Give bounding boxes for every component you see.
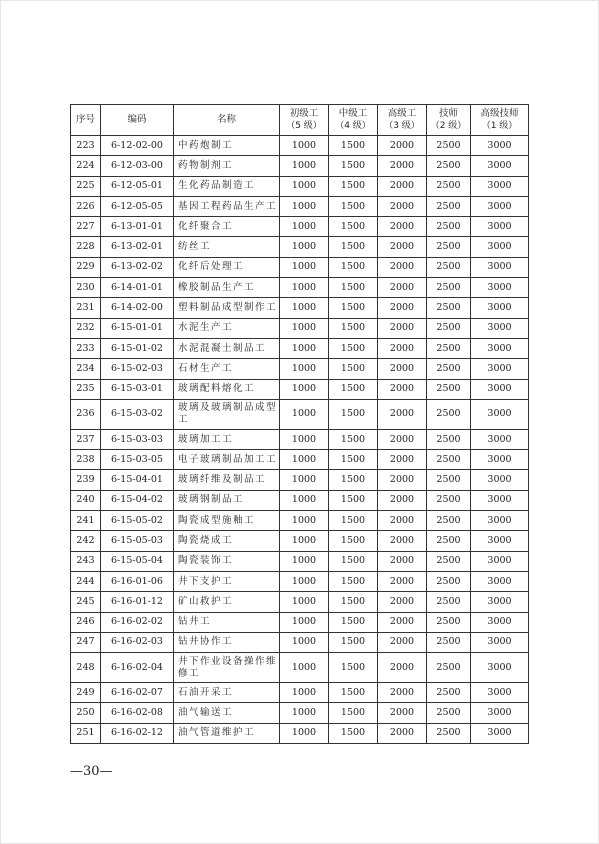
- cell-seq: 239: [71, 470, 101, 490]
- cell-level5-amount: 1000: [280, 632, 329, 652]
- cell-level1-amount: 3000: [471, 632, 529, 652]
- cell-level4-amount: 1500: [329, 196, 378, 216]
- table-row: [71, 379, 529, 399]
- cell-level1-amount: 3000: [471, 237, 529, 257]
- cell-level2-amount: 2500: [427, 683, 471, 703]
- cell-level2-amount: 2500: [427, 703, 471, 723]
- cell-level5-amount: 1000: [280, 359, 329, 379]
- cell-level1-amount: 3000: [471, 450, 529, 470]
- cell-seq: 244: [71, 571, 101, 591]
- cell-code: 6-12-02-00: [101, 136, 174, 156]
- cell-code: 6-15-03-03: [101, 429, 174, 449]
- cell-level3-amount: 2000: [378, 196, 427, 216]
- cell-seq: 225: [71, 176, 101, 196]
- cell-level4-amount: 1500: [329, 379, 378, 399]
- cell-code: 6-15-05-02: [101, 511, 174, 531]
- cell-level1-amount: 3000: [471, 511, 529, 531]
- cell-code: 6-12-05-05: [101, 196, 174, 216]
- cell-level4-amount: 1500: [329, 156, 378, 176]
- cell-level2-amount: 2500: [427, 490, 471, 510]
- cell-level1-amount: 3000: [471, 176, 529, 196]
- cell-seq: 232: [71, 318, 101, 338]
- cell-level5-amount: 1000: [280, 571, 329, 591]
- cell-code: 6-15-03-02: [101, 399, 174, 429]
- header-code: 编码: [101, 105, 174, 136]
- cell-level4-amount: 1500: [329, 450, 378, 470]
- table-row: [71, 429, 529, 449]
- cell-seq: 242: [71, 531, 101, 551]
- table-row: [71, 511, 529, 531]
- cell-level5-amount: 1000: [280, 196, 329, 216]
- cell-level4-amount: 1500: [329, 683, 378, 703]
- cell-level3-amount: 2000: [378, 490, 427, 510]
- cell-level3-amount: 2000: [378, 359, 427, 379]
- cell-occupation-name: 油气输送工: [174, 703, 280, 723]
- cell-level2-amount: 2500: [427, 592, 471, 612]
- cell-level5-amount: 1000: [280, 723, 329, 743]
- cell-occupation-name: 药物制剂工: [174, 156, 280, 176]
- cell-level2-amount: 2500: [427, 531, 471, 551]
- cell-occupation-name: 玻璃及玻璃制品成型工: [174, 399, 280, 429]
- cell-occupation-name: 矿山救护工: [174, 592, 280, 612]
- cell-level4-amount: 1500: [329, 571, 378, 591]
- page-number: —30—: [70, 764, 113, 779]
- header-level3: [378, 105, 427, 136]
- header-level5-title: 初级工: [289, 108, 319, 119]
- cell-level1-amount: 3000: [471, 298, 529, 318]
- header-level5: [280, 105, 329, 136]
- cell-occupation-name: 水泥生产工: [174, 318, 280, 338]
- cell-level1-amount: 3000: [471, 379, 529, 399]
- cell-level1-amount: 3000: [471, 338, 529, 358]
- cell-code: 6-15-01-01: [101, 318, 174, 338]
- cell-level2-amount: 2500: [427, 470, 471, 490]
- cell-level3-amount: 2000: [378, 136, 427, 156]
- cell-occupation-name: 陶瓷成型施釉工: [174, 511, 280, 531]
- cell-occupation-name: 井下支护工: [174, 571, 280, 591]
- cell-level3-amount: 2000: [378, 723, 427, 743]
- cell-seq: 245: [71, 592, 101, 612]
- cell-seq: 251: [71, 723, 101, 743]
- cell-code: 6-14-01-01: [101, 278, 174, 298]
- cell-code: 6-14-02-00: [101, 298, 174, 318]
- cell-level3-amount: 2000: [378, 612, 427, 632]
- cell-code: 6-16-02-08: [101, 703, 174, 723]
- table-row: [71, 703, 529, 723]
- cell-seq: 231: [71, 298, 101, 318]
- header-level4-title: 中级工: [338, 108, 368, 119]
- table-row: [71, 257, 529, 277]
- cell-level2-amount: 2500: [427, 399, 471, 429]
- cell-occupation-name: 井下作业设备操作维修工: [174, 653, 280, 683]
- cell-level3-amount: 2000: [378, 592, 427, 612]
- cell-level5-amount: 1000: [280, 511, 329, 531]
- header-level3-title: 高级工: [387, 108, 417, 119]
- cell-level1-amount: 3000: [471, 156, 529, 176]
- cell-level1-amount: 3000: [471, 429, 529, 449]
- table-body: [71, 136, 529, 744]
- header-level3-sub: （3 级）: [384, 121, 420, 131]
- cell-level3-amount: 2000: [378, 551, 427, 571]
- cell-occupation-name: 石材生产工: [174, 359, 280, 379]
- header-level5-sub: （5 级）: [286, 121, 322, 131]
- subsidy-table: [70, 104, 529, 744]
- cell-code: 6-16-02-03: [101, 632, 174, 652]
- cell-seq: 223: [71, 136, 101, 156]
- cell-level1-amount: 3000: [471, 278, 529, 298]
- cell-seq: 246: [71, 612, 101, 632]
- table-row: [71, 399, 529, 429]
- cell-occupation-name: 橡胶制品生产工: [174, 278, 280, 298]
- cell-seq: 236: [71, 399, 101, 429]
- cell-seq: 250: [71, 703, 101, 723]
- cell-seq: 228: [71, 237, 101, 257]
- cell-level4-amount: 1500: [329, 653, 378, 683]
- cell-level3-amount: 2000: [378, 379, 427, 399]
- cell-seq: 249: [71, 683, 101, 703]
- cell-occupation-name: 陶瓷烧成工: [174, 531, 280, 551]
- cell-level3-amount: 2000: [378, 278, 427, 298]
- cell-code: 6-16-01-06: [101, 571, 174, 591]
- cell-level4-amount: 1500: [329, 511, 378, 531]
- cell-level4-amount: 1500: [329, 703, 378, 723]
- cell-code: 6-16-02-04: [101, 653, 174, 683]
- cell-level4-amount: 1500: [329, 632, 378, 652]
- cell-level4-amount: 1500: [329, 592, 378, 612]
- cell-level3-amount: 2000: [378, 176, 427, 196]
- cell-level3-amount: 2000: [378, 237, 427, 257]
- cell-level1-amount: 3000: [471, 723, 529, 743]
- cell-level5-amount: 1000: [280, 470, 329, 490]
- table-row: [71, 723, 529, 743]
- cell-seq: 237: [71, 429, 101, 449]
- table-row: [71, 237, 529, 257]
- cell-occupation-name: 钻井工: [174, 612, 280, 632]
- cell-code: 6-15-02-03: [101, 359, 174, 379]
- cell-occupation-name: 玻璃加工工: [174, 429, 280, 449]
- cell-level2-amount: 2500: [427, 176, 471, 196]
- header-level1-title: 高级技师: [480, 108, 519, 119]
- cell-level5-amount: 1000: [280, 338, 329, 358]
- cell-code: 6-16-02-02: [101, 612, 174, 632]
- cell-seq: 233: [71, 338, 101, 358]
- cell-level5-amount: 1000: [280, 298, 329, 318]
- cell-occupation-name: 陶瓷装饰工: [174, 551, 280, 571]
- cell-level4-amount: 1500: [329, 217, 378, 237]
- cell-level4-amount: 1500: [329, 490, 378, 510]
- cell-occupation-name: 生化药品制造工: [174, 176, 280, 196]
- cell-occupation-name: 化纤后处理工: [174, 257, 280, 277]
- cell-level1-amount: 3000: [471, 571, 529, 591]
- cell-level3-amount: 2000: [378, 338, 427, 358]
- cell-code: 6-16-02-12: [101, 723, 174, 743]
- cell-seq: 229: [71, 257, 101, 277]
- cell-level2-amount: 2500: [427, 257, 471, 277]
- cell-level4-amount: 1500: [329, 429, 378, 449]
- cell-occupation-name: 中药炮制工: [174, 136, 280, 156]
- table-row: [71, 450, 529, 470]
- cell-level4-amount: 1500: [329, 470, 378, 490]
- cell-level5-amount: 1000: [280, 156, 329, 176]
- cell-level2-amount: 2500: [427, 429, 471, 449]
- cell-level5-amount: 1000: [280, 237, 329, 257]
- cell-level1-amount: 3000: [471, 490, 529, 510]
- header-level1: [471, 105, 529, 136]
- cell-occupation-name: 石油开采工: [174, 683, 280, 703]
- cell-level1-amount: 3000: [471, 399, 529, 429]
- cell-level5-amount: 1000: [280, 531, 329, 551]
- cell-level2-amount: 2500: [427, 136, 471, 156]
- cell-level5-amount: 1000: [280, 217, 329, 237]
- cell-level2-amount: 2500: [427, 723, 471, 743]
- cell-code: 6-13-02-01: [101, 237, 174, 257]
- table-row: [71, 683, 529, 703]
- cell-occupation-name: 玻璃配料熔化工: [174, 379, 280, 399]
- cell-level1-amount: 3000: [471, 196, 529, 216]
- cell-level4-amount: 1500: [329, 338, 378, 358]
- header-level2-title: 技师: [438, 108, 458, 119]
- cell-occupation-name: 玻璃纤维及制品工: [174, 470, 280, 490]
- table-row: [71, 136, 529, 156]
- cell-level3-amount: 2000: [378, 683, 427, 703]
- cell-level2-amount: 2500: [427, 278, 471, 298]
- cell-level4-amount: 1500: [329, 318, 378, 338]
- cell-occupation-name: 钻井协作工: [174, 632, 280, 652]
- cell-level2-amount: 2500: [427, 217, 471, 237]
- table-row: [71, 176, 529, 196]
- cell-code: 6-16-01-12: [101, 592, 174, 612]
- cell-level5-amount: 1000: [280, 551, 329, 571]
- cell-level2-amount: 2500: [427, 632, 471, 652]
- cell-seq: 247: [71, 632, 101, 652]
- cell-code: 6-15-05-03: [101, 531, 174, 551]
- cell-level2-amount: 2500: [427, 298, 471, 318]
- cell-seq: 243: [71, 551, 101, 571]
- table-row: [71, 338, 529, 358]
- table-row: [71, 318, 529, 338]
- cell-level2-amount: 2500: [427, 571, 471, 591]
- cell-level3-amount: 2000: [378, 399, 427, 429]
- table-row: [71, 632, 529, 652]
- cell-level1-amount: 3000: [471, 703, 529, 723]
- cell-level2-amount: 2500: [427, 450, 471, 470]
- cell-occupation-name: 纺丝工: [174, 237, 280, 257]
- cell-occupation-name: 玻璃钢制品工: [174, 490, 280, 510]
- cell-seq: 235: [71, 379, 101, 399]
- cell-level2-amount: 2500: [427, 511, 471, 531]
- table-row: [71, 571, 529, 591]
- cell-seq: 234: [71, 359, 101, 379]
- cell-code: 6-15-04-02: [101, 490, 174, 510]
- cell-occupation-name: 电子玻璃制品加工工: [174, 450, 280, 470]
- cell-code: 6-15-04-01: [101, 470, 174, 490]
- table-row: [71, 612, 529, 632]
- cell-level3-amount: 2000: [378, 470, 427, 490]
- cell-code: 6-16-02-07: [101, 683, 174, 703]
- cell-level2-amount: 2500: [427, 196, 471, 216]
- cell-seq: 248: [71, 653, 101, 683]
- cell-level1-amount: 3000: [471, 470, 529, 490]
- cell-seq: 240: [71, 490, 101, 510]
- cell-level3-amount: 2000: [378, 511, 427, 531]
- cell-level4-amount: 1500: [329, 612, 378, 632]
- header-row: [71, 105, 529, 136]
- cell-level1-amount: 3000: [471, 551, 529, 571]
- cell-level2-amount: 2500: [427, 612, 471, 632]
- cell-level4-amount: 1500: [329, 176, 378, 196]
- cell-level1-amount: 3000: [471, 257, 529, 277]
- cell-occupation-name: 水泥混凝土制品工: [174, 338, 280, 358]
- cell-level3-amount: 2000: [378, 257, 427, 277]
- cell-code: 6-15-05-04: [101, 551, 174, 571]
- cell-seq: 227: [71, 217, 101, 237]
- table-row: [71, 217, 529, 237]
- cell-level4-amount: 1500: [329, 531, 378, 551]
- cell-level3-amount: 2000: [378, 571, 427, 591]
- cell-occupation-name: 油气管道维护工: [174, 723, 280, 743]
- cell-level5-amount: 1000: [280, 429, 329, 449]
- cell-level4-amount: 1500: [329, 298, 378, 318]
- cell-code: 6-13-01-01: [101, 217, 174, 237]
- cell-level4-amount: 1500: [329, 399, 378, 429]
- cell-level3-amount: 2000: [378, 156, 427, 176]
- table-row: [71, 298, 529, 318]
- cell-seq: 241: [71, 511, 101, 531]
- cell-seq: 226: [71, 196, 101, 216]
- cell-level5-amount: 1000: [280, 176, 329, 196]
- cell-level5-amount: 1000: [280, 592, 329, 612]
- cell-level2-amount: 2500: [427, 237, 471, 257]
- header-level4-sub: （4 级）: [335, 121, 371, 131]
- cell-code: 6-13-02-02: [101, 257, 174, 277]
- cell-level1-amount: 3000: [471, 359, 529, 379]
- cell-level3-amount: 2000: [378, 298, 427, 318]
- cell-level3-amount: 2000: [378, 429, 427, 449]
- table-row: [71, 278, 529, 298]
- cell-level5-amount: 1000: [280, 612, 329, 632]
- cell-level5-amount: 1000: [280, 399, 329, 429]
- table-row: [71, 470, 529, 490]
- cell-level5-amount: 1000: [280, 379, 329, 399]
- cell-level3-amount: 2000: [378, 653, 427, 683]
- cell-level2-amount: 2500: [427, 156, 471, 176]
- cell-seq: 224: [71, 156, 101, 176]
- cell-code: 6-12-05-01: [101, 176, 174, 196]
- cell-level4-amount: 1500: [329, 257, 378, 277]
- cell-code: 6-12-03-00: [101, 156, 174, 176]
- header-level2: [427, 105, 471, 136]
- cell-occupation-name: 塑料制品成型制作工: [174, 298, 280, 318]
- header-level4: [329, 105, 378, 136]
- cell-level1-amount: 3000: [471, 592, 529, 612]
- cell-level1-amount: 3000: [471, 136, 529, 156]
- header-seq: 序号: [71, 105, 101, 136]
- cell-level3-amount: 2000: [378, 318, 427, 338]
- cell-level1-amount: 3000: [471, 612, 529, 632]
- cell-level2-amount: 2500: [427, 318, 471, 338]
- header-level1-sub: （1 级）: [481, 121, 518, 131]
- cell-level1-amount: 3000: [471, 531, 529, 551]
- cell-level1-amount: 3000: [471, 683, 529, 703]
- table-row: [71, 592, 529, 612]
- cell-level5-amount: 1000: [280, 318, 329, 338]
- cell-level4-amount: 1500: [329, 136, 378, 156]
- cell-seq: 238: [71, 450, 101, 470]
- cell-level2-amount: 2500: [427, 359, 471, 379]
- cell-level3-amount: 2000: [378, 531, 427, 551]
- cell-level1-amount: 3000: [471, 318, 529, 338]
- table-row: [71, 490, 529, 510]
- cell-level5-amount: 1000: [280, 653, 329, 683]
- cell-level2-amount: 2500: [427, 379, 471, 399]
- cell-level1-amount: 3000: [471, 653, 529, 683]
- table-row: [71, 531, 529, 551]
- table-row: [71, 156, 529, 176]
- cell-level4-amount: 1500: [329, 359, 378, 379]
- cell-occupation-name: 化纤聚合工: [174, 217, 280, 237]
- cell-level5-amount: 1000: [280, 490, 329, 510]
- cell-level3-amount: 2000: [378, 632, 427, 652]
- cell-level4-amount: 1500: [329, 551, 378, 571]
- cell-level5-amount: 1000: [280, 278, 329, 298]
- table-row: [71, 653, 529, 683]
- cell-code: 6-15-03-05: [101, 450, 174, 470]
- cell-level3-amount: 2000: [378, 217, 427, 237]
- cell-level3-amount: 2000: [378, 703, 427, 723]
- cell-code: 6-15-03-01: [101, 379, 174, 399]
- subsidy-table-container: [70, 104, 528, 744]
- header-name: 名称: [174, 105, 280, 136]
- cell-seq: 230: [71, 278, 101, 298]
- cell-level5-amount: 1000: [280, 683, 329, 703]
- cell-level2-amount: 2500: [427, 338, 471, 358]
- table-row: [71, 551, 529, 571]
- header-level2-sub: （2 级）: [430, 121, 467, 131]
- cell-level1-amount: 3000: [471, 217, 529, 237]
- cell-level2-amount: 2500: [427, 653, 471, 683]
- cell-level4-amount: 1500: [329, 237, 378, 257]
- cell-level5-amount: 1000: [280, 136, 329, 156]
- cell-code: 6-15-01-02: [101, 338, 174, 358]
- cell-level2-amount: 2500: [427, 551, 471, 571]
- cell-level3-amount: 2000: [378, 450, 427, 470]
- cell-occupation-name: 基因工程药品生产工: [174, 196, 280, 216]
- table-row: [71, 196, 529, 216]
- cell-level4-amount: 1500: [329, 278, 378, 298]
- cell-level4-amount: 1500: [329, 723, 378, 743]
- cell-level5-amount: 1000: [280, 257, 329, 277]
- table-row: [71, 359, 529, 379]
- cell-level5-amount: 1000: [280, 703, 329, 723]
- cell-level5-amount: 1000: [280, 450, 329, 470]
